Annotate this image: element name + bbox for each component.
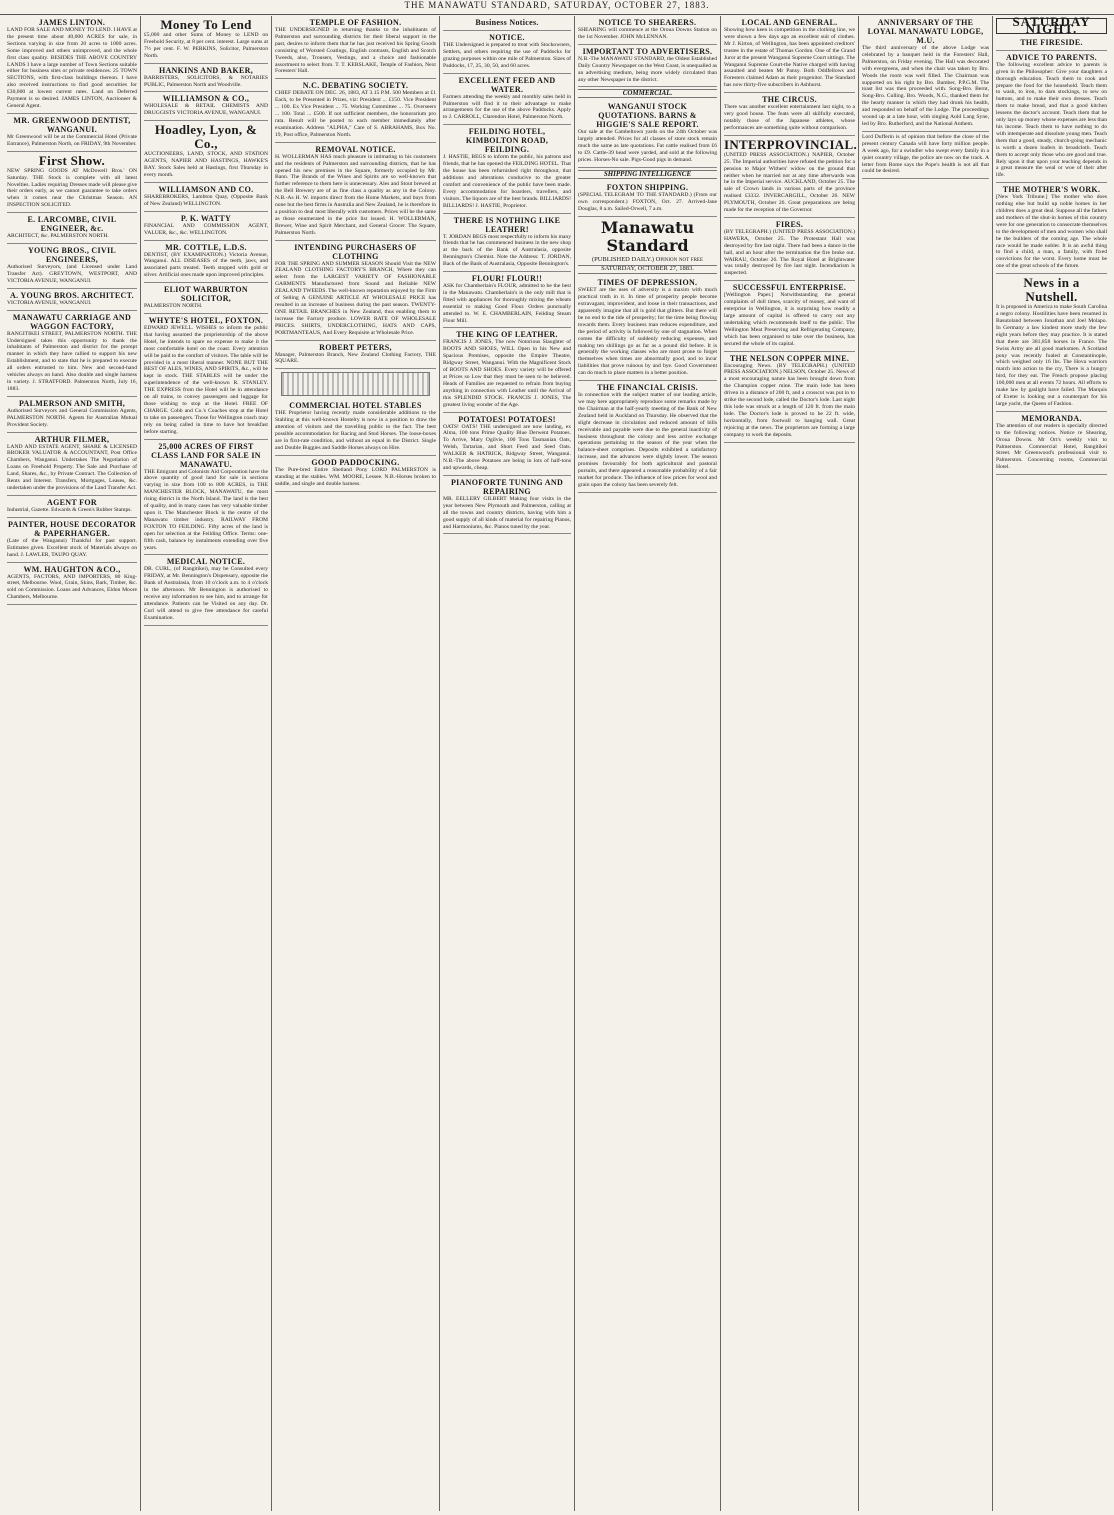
article-heading: THE FINANCIAL CRISIS. <box>597 383 698 393</box>
article <box>443 125 571 213</box>
column-8 <box>993 16 1110 1511</box>
article <box>578 381 717 493</box>
article <box>996 274 1107 412</box>
article-heading: MEDICAL NOTICE. <box>166 557 246 567</box>
article <box>7 397 137 433</box>
article-body: RANGITIKEI STREET, PALMERSTON NORTH. THE Undersigned takes this opportunity to thank the inhabitants of Palmerston and district for the prompt manner in which they have rallied to support his new Establishment, and to state that he is prepared to execute all orders entrusted to him. New and second-hand vehicles always on hand. Also double and single harness in variety. J. STRATFORD. Palmerston North, July 16, 1883. <box>7 330 137 392</box>
article-heading: THERE IS NOTHING LIKE LEATHER! <box>453 215 561 234</box>
article-body: THE Emigrant and Colonists Aid Corporation have the above quantity of good land for sale in sections varying in size from 100 to 800 ACRES, in THE MANCHESTER BLOCK, MANAWATU, the most rising district in the North Island. The land is the best of quality, and in many cases has very valuable timber upon it. The Manchester Block is the centre of the Manawatu timber industry. RAILWAY FROM FOXTON TO FEILDING. Fifty acres of the land is open for selection at the Feilding Office. Terms: one-fifth cash, balance by instalments extending over five years. <box>144 468 268 551</box>
article-heading: FEILDING HOTEL, KIMBOLTON ROAD, FEILDING. <box>465 127 549 155</box>
article-heading: SUCCESSFUL ENTERPRISE. <box>732 283 847 293</box>
article <box>144 555 268 625</box>
article-body: (UNITED PRESS ASSOCIATION.) NAPIER, October 25. The Imperial authorities have refused the petition for a pension to Major Withers' widow on the ground that neither when he married nor at any time afterwards was he in the Imperial service. AUCKLAND, October 25. The sale of Crown lands in various parts of the province realised £3332. INVERCARGILL, October 26. NEW PLYMOUTH, October 26. Great preparations are being made for the reception of the Governor. <box>724 151 855 214</box>
article-heading: NOTICE TO SHEARERS. <box>598 18 697 27</box>
article-body: BARRISTERS, SOLICITORS, & NOTARIES PUBLIC, Palmerston North and Woodville. <box>144 74 268 88</box>
article-heading: Hoadley, Lyon, & Co., <box>154 122 258 152</box>
article <box>275 341 436 370</box>
article-heading: WANGANUI STOCK QUOTATIONS. BARNS & HIGGIE'S SALE REPORT. <box>596 102 699 130</box>
article-body: THE Proprietor having recently made considerable additions to the Stabling at this well-known Hostelry is now in a position to draw the attention of visitors and the travelling public to the fact. The best possible accommodation for Racing and Stud Horses. The loose-boxes are in first-rate condition, and without an equal in the District. Single and Double Buggies and Saddle Horses always on Hire. <box>275 410 436 451</box>
article-body: The following excellent advice to parents is given in the Philosopher: Give your daughters a thorough education. Teach them to cook and prepare the food for the household. Teach them to wash, to iron, to darn stockings, to sew on buttons, and to make their own dresses. Teach them to make bread, and that a good kitchen lessens the doctor's account. Teach them that he only lays up money whose expenses are less than his income. Teach them to have nothing to do with intemperate and dissolute young men. Teach them that a good, steady, church-going mechanic is worth a dozen loafers in broadcloth. Teach them to accept only those who are good and true. Rely upon it that upon your teaching depends in a great measure the weal or woe of their after life. <box>996 61 1107 179</box>
article <box>443 328 571 412</box>
section-heading: SHIPPING INTELLIGENCE <box>578 170 717 179</box>
article <box>996 36 1107 51</box>
article-heading: FOXTON SHIPPING. <box>606 182 689 192</box>
article-body: SHAREBROKERS, Lambton Quay, (Opposite Bank of New Zealand) WELLINGTON. <box>144 193 268 207</box>
article-body: AGENTS, FACTORS, AND IMPORTERS, 80 King-street, Melbourne. Wool, Grain, Skins, Bark, Timber, &c. sold on Commission. Loans and Advances, Eldon Moore Chambers, Melbourne. <box>7 573 137 601</box>
article-body: LAND AND ESTATE AGENT, SHARE & LICENSED BROKER VALUATOR & ACCOUNTANT, Post Office Chambers, Wanganui. Undertakes The Negotiation of Loans on Freehold Property. The Sale and Purchase of Land, Shares, &c., by Private Contract. The Collection of Rents and Interest. Transfers, Mortgages, Leases, &c. undertaken under the provisions of the Land Transfer Act. <box>7 443 137 491</box>
article-heading: COMMERCIAL HOTEL STABLES <box>289 401 422 411</box>
column-2 <box>141 16 272 1511</box>
article <box>7 16 137 114</box>
article <box>578 45 717 88</box>
paper-title-block <box>578 219 717 264</box>
paper-subtitle: (PUBLISHED DAILY.) Opinion not free <box>591 255 704 263</box>
article <box>578 276 717 381</box>
article-body: (SPECIAL TELEGRAM TO THE STANDARD.) (From our own correspondent.) FOXTON, Oct. 27. Arrived-Jane Douglas, 8 a.m. Sailed-Orwell, 7 a.m. <box>578 191 717 212</box>
article-body: Authorised Surveyors, (and Licensed under Land Transfer Act). GREYTOWN, WESTPORT, AND VICTORIA AVENUE, WANGANUI. <box>7 264 137 284</box>
article-heading: WM. HAUGHTON &CO., <box>23 564 121 574</box>
article <box>578 16 717 45</box>
article-body: DR. CURL, (of Rangitikei), may be Consulted every FRIDAY, at Mr. Bennington's Dispensary, opposite the Bank of Australasia, from 10 o'clock a.m. to 4 o'clock in the afternoon. Mr Bennington is authorised to receive any information to see him, and to arrange for attendance. Patients can be Visited on any day. Dr. Curl will attend to give free attendance for careful Examination. <box>144 566 268 621</box>
article-heading: GOOD PADDOCKING. <box>311 457 400 467</box>
article <box>578 100 717 168</box>
article <box>7 433 137 496</box>
column-7 <box>859 16 993 1511</box>
article <box>275 79 436 142</box>
article <box>996 51 1107 183</box>
article <box>7 518 137 563</box>
article <box>724 218 855 281</box>
article <box>724 136 858 218</box>
article-body: J. HASTIE, BEGS to inform the public, his patrons and friends, that he has opened the FEILDING HOTEL. That the house has been refurnished right throughout, that additions and alterations conducive to the greater comfort and convenience of the public have been made. Every accommodation for boarders, travellers, and visitors. The liquors are of the best brands. BILLIARDS! BILLIARDS! J. HASTIE, Proprietor. <box>443 154 571 209</box>
article-body: Our sale at the Cambeltown yards on the 24th October was largely attended. Prices for all classes of store stock remain much the same as late quotations. Fat cattle realised from £6 to £9. Cattle-39 head were yarded, and sold at the following prices. Horses-No sale. Pigs-Good pigs in demand. <box>578 129 717 163</box>
article <box>144 183 268 212</box>
article-heading: MANAWATU CARRIAGE AND WAGGON FACTORY, <box>12 312 132 331</box>
article-body: It is proposed in America to make South Carolina a negro colony. Hostilities have been resumed in Basutoland between Jonathan and Joel Molapo. In Germany a law kindest more study the few eight years before they may practice. It is stated that there are 381,858 horses in France. The Swiss Army are all good marksmen. A Scotland pony was recently foaled at Constantinople, which weighed only 16 lbs. The Hova warriors march into action to the cry, There is a hungry bird, for they eat. The French propose placing 100,000 men at all events 72 hours. All efforts to make law by gaslight have failed. The Marquis of Exeter is looking out a counterpart for his large yacht, the Queen of Fashion. <box>996 304 1107 407</box>
article-body: SHEARING will commence at the Oroua Downs Station on the 1st November. JOHN McLENNAN. <box>578 27 717 40</box>
issue-date: SATURDAY, OCTOBER 27, 1883. <box>578 265 717 274</box>
article-body: £5,000 and other Sums of Money to LEND on Freehold Security, at 8 per cent. interest. Large sums at 7½ per cent. F. W. PERKINS, Solicitor, Palmerston North. <box>144 32 268 59</box>
article-heading: PALMERSON AND SMITH, <box>18 398 126 408</box>
article <box>443 272 571 328</box>
article-body: The attention of our readers is specially directed to the following notices. Notice re Shearing, Oroua Downs. Mr Ort's weekly visit to Palmerston. Commercial Hotel, Rangitikei Street. Mr Greenwood's professional visit to Palmerston. Concerning rooms, Commercial Hotel. <box>996 422 1107 471</box>
article <box>443 31 571 74</box>
article <box>144 64 268 93</box>
article <box>7 311 137 397</box>
article-body: (BY TELEGRAPH.) (UNITED PRESS ASSOCIATION.) HAWERA, October 25. The Protestant Hall was destroyed by fire last night. There had been a dance in the hall, and an hour after the termination the fire broke out. WAIRAU, October 26. The Royal Hotel at Brightwater was totally destroyed by fire last night. Incendiarism is suspected. <box>724 228 855 277</box>
article-body: FINANCIAL AND COMMISSION AGENT, VALUER, &c., &c. WELLINGTON. <box>144 222 268 236</box>
article <box>443 214 571 273</box>
article-heading: INTERPROVINCIAL. <box>724 136 858 152</box>
article-heading: ROBERT PETERS, <box>319 342 392 352</box>
article <box>275 143 436 241</box>
article-body: VICTORIA AVENUE, WANGANUI. <box>7 299 92 306</box>
article-heading: TIMES OF DEPRESSION. <box>597 278 698 288</box>
article-heading: WHYTE'S HOTEL, FOXTON. <box>148 316 264 326</box>
article-heading: THE NELSON COPPER MINE. <box>729 353 850 363</box>
article-heading: Money To Lend <box>160 17 252 32</box>
article-heading: THE MOTHER'S WORK. <box>1002 185 1101 195</box>
article-heading: THE FIRESIDE. <box>1020 37 1083 47</box>
article <box>275 241 436 341</box>
article-body: AUCTIONEERS, LAND, STOCK, AND STATION AGENTS, NAPIER AND HASTINGS, HAWKE'S BAY. Stock Sales held at Hastings, first Thursday in every month. <box>144 151 268 178</box>
article-body: NEW SPRING GOODS AT McDowell Bros.' ON Saturday. THE Stock is complete with all latest Novelties. Ladies requiring Dresses made will please give their orders early, as we cannot guarantee to take orders when it comes near the Christmas Season. AN INSPECTION SOLICITED. <box>7 167 137 209</box>
article-body: N.B.-The MANAWATU STANDARD, the Oldest Established Daily Country Newspaper on the West Coast, is unequalled as an advertising medium, being more widely circulated than any other Newspaper in the district. <box>578 55 717 83</box>
article-body: PALMERSTON NORTH. <box>144 303 203 310</box>
article-body: There was another excellent entertainment last night, to a very good house. The feats were all skilfully executed, notably those of the Japanese athletes, whose performances are something quite without comparison. <box>724 104 855 131</box>
article-heading: ANNIVERSARY OF THE LOYAL MANAWATU LODGE, M.U. <box>867 18 984 45</box>
article-heading: MR. GREENWOOD DENTIST, WANGANUI. <box>13 115 131 134</box>
article-body: (Late of the Wanganui) Thankful for past support. Estimates given. Excellent stock of Materials always on hand. J. LAWLER, TAUPO QUAY. <box>7 537 137 558</box>
column-5 <box>575 16 721 1511</box>
article <box>724 16 855 93</box>
article <box>578 181 717 217</box>
article-body: Manager, Palmerston Branch, New Zealand Clothing Factory, THE SQUARE. <box>275 351 436 365</box>
article <box>996 183 1107 274</box>
masthead: THE MANAWATU STANDARD, SATURDAY, OCTOBER 27, 1883. <box>0 0 1114 15</box>
article-body: THE UNDERSIGNED in returning thanks to the inhabitants of Palmerston and surrounding districts for their liberal support in the past, desires to inform them that he has just received his Spring Goods consisting of Worsted Coatings, English contrasts, English and Scotch Tweeds, also, Trousers, Vestings, and a choice and fashionable assortment to select from. T. T. KERSLAKE, Temple of Fashion, Next Foresters' Hall. <box>275 27 436 75</box>
article-heading: FLOUR! FLOUR!! <box>471 274 543 284</box>
coach-illustration <box>281 372 430 396</box>
article <box>996 412 1107 475</box>
article-body: Showing how keen is competition in the clothing line, we were shown a few days ago an excellent suit of clothes. Mr J. Kirton, of Wellington, has been appointed creditors' trustee in the estate of Thomas Gordon. One of the Grand Juror at the present Wanganui Supreme Court sittings. The Wanganui Supreme Court-the Native charged with having assaulted and beaten Mr Pansy. Both Oddfellows and Foresters claimed Adam as their progenitor. The Standard has now thirty-five subscribers in Ashhurst. <box>724 27 855 89</box>
article-heading: TEMPLE OF FASHION. <box>309 18 402 27</box>
article-heading: IMPORTANT TO ADVERTISERS. <box>582 46 713 56</box>
section-heading: COMMERCIAL. <box>578 89 717 98</box>
article-body: ASK for Chamberlain's FLOUR, admitted to be the best in the Manawatu. Chamberlain's is the only mill that is fitted with appliances for thoroughly mixing the wheats essential to making Good Flour. Orders punctually attended to. W. E. CHAMBERLAIN, Feilding Steam Flour Mill. <box>443 283 571 324</box>
article-body: Farmers attending the weekly and monthly sales held in Palmerston will find it to their advantage to make arrangements for the use of the above Paddocks. Apply to J. CARROLL, Clarendon Hotel, Palmerston North. <box>443 93 571 121</box>
article-heading: ELIOT WARBURTON SOLICITOR, <box>163 285 249 304</box>
article-heading: THE CIRCUS. <box>762 95 817 105</box>
article <box>443 413 571 476</box>
article <box>7 114 137 152</box>
article <box>144 283 268 314</box>
article-heading: N.C. DEBATING SOCIETY. <box>302 81 409 91</box>
article <box>443 16 571 31</box>
article-heading: P. K. WATTY <box>180 213 232 223</box>
article <box>7 496 137 518</box>
article <box>7 152 137 213</box>
article-heading: REMOVAL NOTICE. <box>315 144 396 154</box>
article-heading: A. YOUNG BROS. ARCHITECT. <box>10 290 134 300</box>
article-heading: LOCAL AND GENERAL. <box>741 18 838 27</box>
article-body: T. JORDAN BEGS most respectfully to inform his many friends that he has commenced business in the new shop at the back of the Bank of Australasia, opposite Bennington's Chemist. Note the Address: T. JORDAN, Back of the Bank of Australasia, Opposite Bennington's. <box>443 233 571 268</box>
article-body: EDWARD JEWELL. WISHES to inform the public that having assumed the proprietorship of the above Hotel, he intends to spare no expense to make it the most comfortable hotel on the coast. Every attention will be paid to the comfort of visitors. The table will be provided in a most liberal manner. NONE BUT THE BEST OF ALES, WINES, AND SPIRITS, &c., will be kept in stock. THE STABLES will be under the superintendence of the well-known R. STANLEY. THE EXPRESS from the Hotel will be in attendance on all trains, to convey passengers and luggage for those wishing to stop at the Hotel. FREE OF CHARGE. Cobb and Co.'s Coaches stop at the Hotel to take on passengers. Those for Wellington coach may rely on being called in time to have hot breakfast before starting. <box>144 325 268 435</box>
article-body: FRANCIS J. JONES, The now Notorious Slaughter of BOOTS AND SHOES, WILL Open in his New and Spacious Premises, opposite the Empire Theatre, Ridgway Street, Wanganui. With the Magnificent Stock of BOOTS AND SHOES. Every variety will be offered at Prices so Low that they must be seen to be believed. Heads of Families are requested to refrain from buying anything in connection with Leather until the Arrival of this SPLENDID STOCK. FRANCIS J. JONES, The greatest living wonder of the Age. <box>443 339 571 408</box>
article-heading: FIRES. <box>775 219 804 229</box>
newspaper-page <box>4 16 1110 1511</box>
article-body: The third anniversary of the above Lodge was celebrated by a banquet held in the Foresters' Hall, Palmerston, on Friday evening. The Hall was decorated with evergreens, and when the chair was taken by Bro. Woods the room was well filled. The Chairman was supported on his right by Bro. Bamber, P.P.G.M. The toast list was then proceeded with. Song-Bro. Bernt, Song-Bro. Culling. Bro. Woods, N.G., thanked them for the hearty manner in which they had drunk his health, and responded on behalf of the Lodge. The proceedings wound up at a late hour, with singing Auld Lang Syne, led by Bro. Rutherford, and the National Anthem. <box>862 45 989 127</box>
article <box>7 244 137 289</box>
column-6 <box>721 16 859 1511</box>
article-heading: ADVICE TO PARENTS. <box>1006 52 1097 62</box>
article <box>862 132 989 179</box>
article-body: SWEET are the uses of adversity is a maxim with much practical truth in it. In time of prosperity people become extravagant, improvident, and loose in their transactions, and apparently imagine that all is gold that glitters. But there will be no end to the tide of prosperity; for the time being flowing towards them. Every business man reduces expenditure, and the period of activity is followed by one of stagnation. When comes the difficulty of suddenly reducing expenses, and making ten shillings go as far as a pound did before. It is generally the working classes who are most prone to forget themselves when times are abnormally good, and to incur liabilities that prove ruinous by and bye. Good Government can do much to place matters in a better position. <box>578 287 717 377</box>
article <box>144 16 268 64</box>
article-body: Industrial, Gazette. Edwards & Green's Rubber Stamps. <box>7 506 132 513</box>
article-body: MR. EELLERY GILBERT Making four visits in the year between New Plymouth and Palmerston, calling at all the towns and country districts, having with him a good supply of all kinds of material for repairing Pianos, and Harmoniums, &c. Pianos tuned by the year. <box>443 495 571 530</box>
article-heading: INTENDING PURCHASERS OF CLOTHING <box>294 242 417 261</box>
article-heading: ARTHUR FILMER, <box>34 434 110 444</box>
article-heading: News in a Nutshell. <box>1023 275 1080 305</box>
article <box>724 352 855 443</box>
article-heading: E. LARCOMBE, CIVIL ENGINEER, &c. <box>27 215 117 234</box>
article-body: DENTIST, (BY EXAMINATION.) Victoria Avenue, Wanganui. ALL DISEASES of the teeth, jaws, and associated parts treated. Teeth stopped with gold or silver. Artificial ones made upon improved principles. <box>144 251 268 279</box>
article <box>7 213 137 244</box>
article-heading: HANKINS AND BAKER, <box>158 65 254 75</box>
section-banner: SATURDAY NIGHT. <box>996 18 1107 34</box>
article-heading: THE KING OF LEATHER. <box>456 330 558 340</box>
article-heading: MEMORANDA. <box>1021 413 1082 423</box>
article-heading: PIANOFORTE TUNING AND REPAIRING <box>450 477 564 496</box>
article-body: CHIEF DEBATE ON DEC. 26, 1883, AT 3.15 P.M. 500 Members at £1 Each, to be Presented in Prizes, viz: President ... £150. Vice President ... 100. Ex Vice President ... 75. Working Committee ... 75. Overseers ... 100. Total ... £500. If not sufficient members, the honorarium pro rata. Result will be posted to each member immediately after examination. Address "ALPHA," Care of S. ABRAHAMS, Box No. 19, Post office, Palmerston North. <box>275 90 436 138</box>
article-body: OATS! OATS! THE undersigned are now landing, ex Alma, 100 tons Prime Quality Blue Derwent Potatoes. To Arrive, Mary Ogilvie, 100 Tons Tasmanian Oats, Welsh, Tartarian, and Short Feed and Seed Oats. WALKER & HATRICK, Ridgway Street, Wanganui. N.B.-The above Potatoes are being in lots of half-tons and upwards, cheap. <box>443 423 571 471</box>
article-heading: MR. COTTLE, L.D.S. <box>165 242 247 252</box>
article-heading: EXCELLENT FEED AND WATER. <box>458 75 556 94</box>
article <box>7 289 137 311</box>
article-body: H. WOLLERMAN HAS much pleasure in intimating to his customers and the residents of Palmerston and surrounding districts, that he has opened his new premises in the Square, formerly occupied by Mr. Bann. The Brands of the Wines and Spirits are so well-known that further reference to them here is unnecessary. Ales and Stout brewed at the Bell Brewery are of as fine class a quality as any in the Colony. N.B.-As H. W. imports direct from the Home Markets, and buys from none but the best firms in Australia and New Zealand, he is therefore in a position to deal most liberally with customers. Prices will be the same as those enumerated in the price list issued. H. WOLLERMAN, Brewer, Wine and Spirit Merchant, and General Grocer. The Square, Palmerston North. <box>275 153 436 236</box>
article-heading: POTATOES! POTATOES! <box>458 414 556 424</box>
article-body: [New York Tribune.] The mother who does nothing else but build up noble homes in her children does a great deal. Suppose all the fathers and mothers of the shut-in homes of this country were for one generation to consecrate themselves to the development of men and women who shall be the builders of the coming age. The whole race would be made nobler. It is an awful thing to find a child, a man, a family, with fixed convictions for the worst. Every home must be one of the great schools of the future. <box>996 194 1107 270</box>
article <box>144 92 268 121</box>
article-body: LAND FOR SALE AND MONEY TO LEND. I HAVE at the present time about 40,000 ACRES for sale, in Sections varying in size from 20 acres to 1000 acres. Some improved and others unimproved, and the whole first class quality. BESIDES THE ABOVE COUNTRY LANDS I have a large number of Town Sections suitable either for business sites or private residences. 25 TOWN SECTIONS, with first-class buildings thereon. I have also received instructions to find good securities for £30,000 at lowest current rates. Land on Deferred Payment is so desired. JAMES LINTON, Auctioneer & General Agent. <box>7 27 137 109</box>
article-heading: PAINTER, HOUSE DECORATOR & PAPERHANGER. <box>8 519 136 538</box>
article-heading: First Show. <box>38 152 106 168</box>
article <box>443 476 571 535</box>
article-body: WHOLESALE & RETAIL CHEMISTS AND DRUGGISTS VICTORIA AVENUE, WANGANUI. <box>144 103 268 117</box>
article-body: Authorised Surveyors and General Commission Agents, PALMERSTON NORTH. Agents for Australian Mutual Provident Society. <box>7 407 137 428</box>
article <box>144 314 268 440</box>
article-heading: AGENT FOR <box>47 497 97 507</box>
article <box>724 281 855 351</box>
article <box>724 93 855 136</box>
article-body: Mr Greenwood will be at the Commercial Hotel (Private Entrance), Palmerston North, on FRIDAY, 9th November. <box>7 133 137 147</box>
article <box>275 399 436 455</box>
article <box>144 121 268 183</box>
article-heading: WILLIAMSON AND CO. <box>158 184 254 194</box>
article <box>7 563 137 606</box>
article-heading: Business Notices. <box>475 18 539 27</box>
article-body: THE Undersigned is prepared to treat with Stockowners, Settlers, and others requiring the use of Paddocks for grazing purposes within one mile of Palmerston. Sizes of Paddocks, 17, 25, 30, 50, and 60 acres. <box>443 42 571 69</box>
article-body: The Pure-bred Entire Shetland Pony LORD PALMERSTON is standing at the stables. WM. MOORE, Lessee. N.B.-Horses broken to saddle, and single and double harness. <box>275 466 436 487</box>
article-body: [Wellington Paper.] Notwithstanding the general complaints of dull times, scarcity of money, and want of enterprise in Wellington, it is surprising how readily a large amount of capital is offered to carry out any undertaking which recommends itself to the public. The Wellington Meat Preserving and Refrigerating Company, which has been organised to take over the business, has secured the whole of its capital. <box>724 292 855 347</box>
article <box>862 16 989 132</box>
article-body: In connection with the subject matter of our leading article, we may here appropriately reproduce some remarks made by the Chairman at the half-yearly meeting of the Bank of New Zealand held in Auckland on Thursday. He observed that the slight decrease in circulation and reduced amount of bills receivable and payable were due to the general inactivity of business throughout the colony and less active exchange operations pertaining to the season of the year when the balance-sheet comprises. Deposits exhibited a satisfactory increase, and the advances were slightly lower. The season promises favourably for both agricultural and pastoral pursuits, and there appeared a reasonable probability of a fair market for produce. The influence of low prices for wool and grain upon the colony has been severely felt. <box>578 392 717 488</box>
article-heading: WILLIAMSON & CO., <box>162 94 250 104</box>
article <box>144 241 268 284</box>
column-4 <box>440 16 575 1511</box>
article <box>275 16 436 79</box>
paper-title: Manawatu Standard <box>600 217 695 255</box>
article-heading: 25,000 ACRES OF FIRST CLASS LAND FOR SALE IN MANAWATU. <box>151 441 261 469</box>
article-body: ARCHITECT, &c. PALMERSTON NORTH. <box>7 233 109 240</box>
article-heading: NOTICE. <box>489 33 525 42</box>
column-1 <box>4 16 141 1511</box>
column-3 <box>272 16 440 1511</box>
article-heading: JAMES LINTON. <box>38 18 106 27</box>
article-body: FOR THE SPRING AND SUMMER SEASON Should Visit the NEW ZEALAND CLOTHING FACTORY'S BRANCH, Where they can select from the LARGEST VARIETY OF FASHIONABLE GARMENTS Manufactured from Sound and Reliable NEW ZEALAND TWEEDS. The well-known reputation enjoyed by the Firm of Selling A GENUINE ARTICLE AT WHOLESALE PRICE has resulted in an increase of business during the past season. TWENTY-ONE RETAIL BRANCHES in New Zealand, thus enabling them to increase the Factory produce. LOWER RATE OF WHOLESALE PRICES. SHIRTS, UNDERCLOTHING, HATS AND CAPS, PORTMANTEAUS, And Every Requisite at Wholesale Price. <box>275 260 436 336</box>
article-heading: YOUNG BROS., CIVIL ENGINEERS, <box>27 246 117 265</box>
article-body: Encouraging News. (BY TELEGRAPH.) (UNITED PRESS ASSOCIATION.) NELSON, October 25. News of a most encouraging nature has been brought down from the Champion copper mine. The main lode has been driven in a distance of 200 ft, and a crosscut was put in to strike the second lode, called the Doctor's lode. Last night this lode was struck at a length of 120 ft. from the main lode. The Doctor's lode is proved to be 22 ft. wide, horizontally, from footwall to hanging wall. Great rejoicing at the news. The proprietors are forming a large company to work the deposits. <box>724 362 855 438</box>
article <box>144 212 268 241</box>
article <box>144 440 268 556</box>
article <box>443 74 571 126</box>
article-body: Lord Dufferin is of opinion that before the close of the present century Canada will have forty million people. A week ago, for a swindler who swept every family in a quiet country village, the police are now on the track. A letter from Rome says the Pope's health is not all that could be desired. <box>862 133 989 175</box>
article <box>275 456 436 492</box>
